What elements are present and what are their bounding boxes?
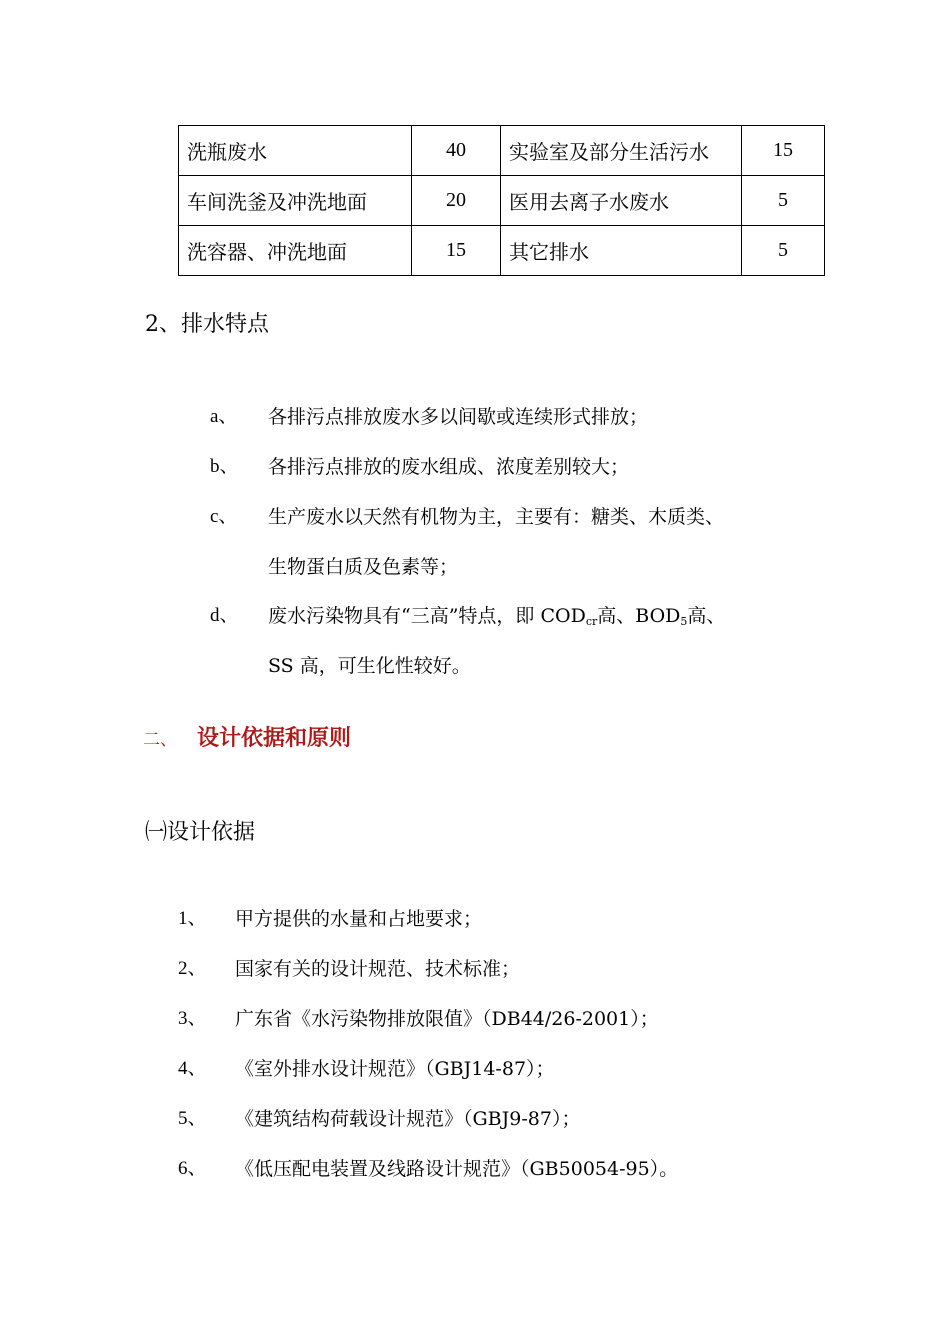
item-text: 甲方提供的水量和占地要求； [235, 908, 483, 930]
source-cell: 医用去离子水废水 [501, 176, 742, 226]
drain-characteristics-heading: 2、排水特点 [145, 312, 269, 337]
bod-subscript: 5 [680, 615, 688, 628]
volume-cell: 40 [412, 126, 501, 176]
volume-cell: 5 [742, 226, 825, 276]
item-label: c、 [210, 506, 238, 527]
item-label: a、 [210, 406, 238, 427]
item-text-continued: 生物蛋白质及色素等； [268, 556, 459, 578]
table-row [179, 126, 825, 176]
section-number: 二、 [143, 730, 177, 750]
source-cell: 洗容器、冲洗地面 [179, 226, 412, 276]
item-number: 1、 [178, 908, 207, 929]
item-text: 国家有关的设计规范、技术标准； [235, 958, 521, 980]
item-text: 《建筑结构荷载设计规范》（GBJ9-87）； [235, 1108, 581, 1130]
item-label: b、 [210, 456, 239, 477]
item-text: 各排污点排放废水多以间歇或连续形式排放； [268, 406, 649, 428]
item-text: 各排污点排放的废水组成、浓度差别较大； [268, 456, 630, 478]
section-title-text: 设计依据和原则 [197, 725, 352, 751]
table-row [179, 176, 825, 226]
item-number: 6、 [178, 1158, 207, 1179]
source-cell: 实验室及部分生活污水 [501, 126, 742, 176]
item-text-continued: SS 高，可生化性较好。 [268, 655, 471, 677]
table-row [179, 226, 825, 276]
cod-subscript: cr [585, 615, 598, 628]
source-cell: 洗瓶废水 [179, 126, 412, 176]
design-basis-heading: ㈠设计依据 [145, 820, 256, 845]
source-cell: 其它排水 [501, 226, 742, 276]
volume-cell: 15 [412, 226, 501, 276]
item-number: 3、 [178, 1008, 207, 1029]
item-number: 4、 [178, 1058, 207, 1079]
item-text: 广东省《水污染物排放限值》（DB44/26-2001）； [235, 1008, 659, 1030]
item-text: 废水污染物具有“三高”特点，即 $COD_{cr}$高、$BOD_5$高、 [268, 605, 726, 628]
item-number: 2、 [178, 958, 207, 979]
item-text: 《室外排水设计规范》（GBJ14-87）； [235, 1058, 555, 1080]
item-label: d、 [210, 605, 239, 626]
item-text: 生产废水以天然有机物为主，主要有：糖类、木质类、 [268, 506, 725, 528]
source-cell: 车间洗釜及冲洗地面 [179, 176, 412, 226]
item-number: 5、 [178, 1108, 207, 1129]
volume-cell: 15 [742, 126, 825, 176]
wastewater-table [178, 125, 825, 276]
item-text: 《低压配电装置及线路设计规范》（GB50054-95）。 [235, 1158, 679, 1180]
volume-cell: 5 [742, 176, 825, 226]
volume-cell: 20 [412, 176, 501, 226]
